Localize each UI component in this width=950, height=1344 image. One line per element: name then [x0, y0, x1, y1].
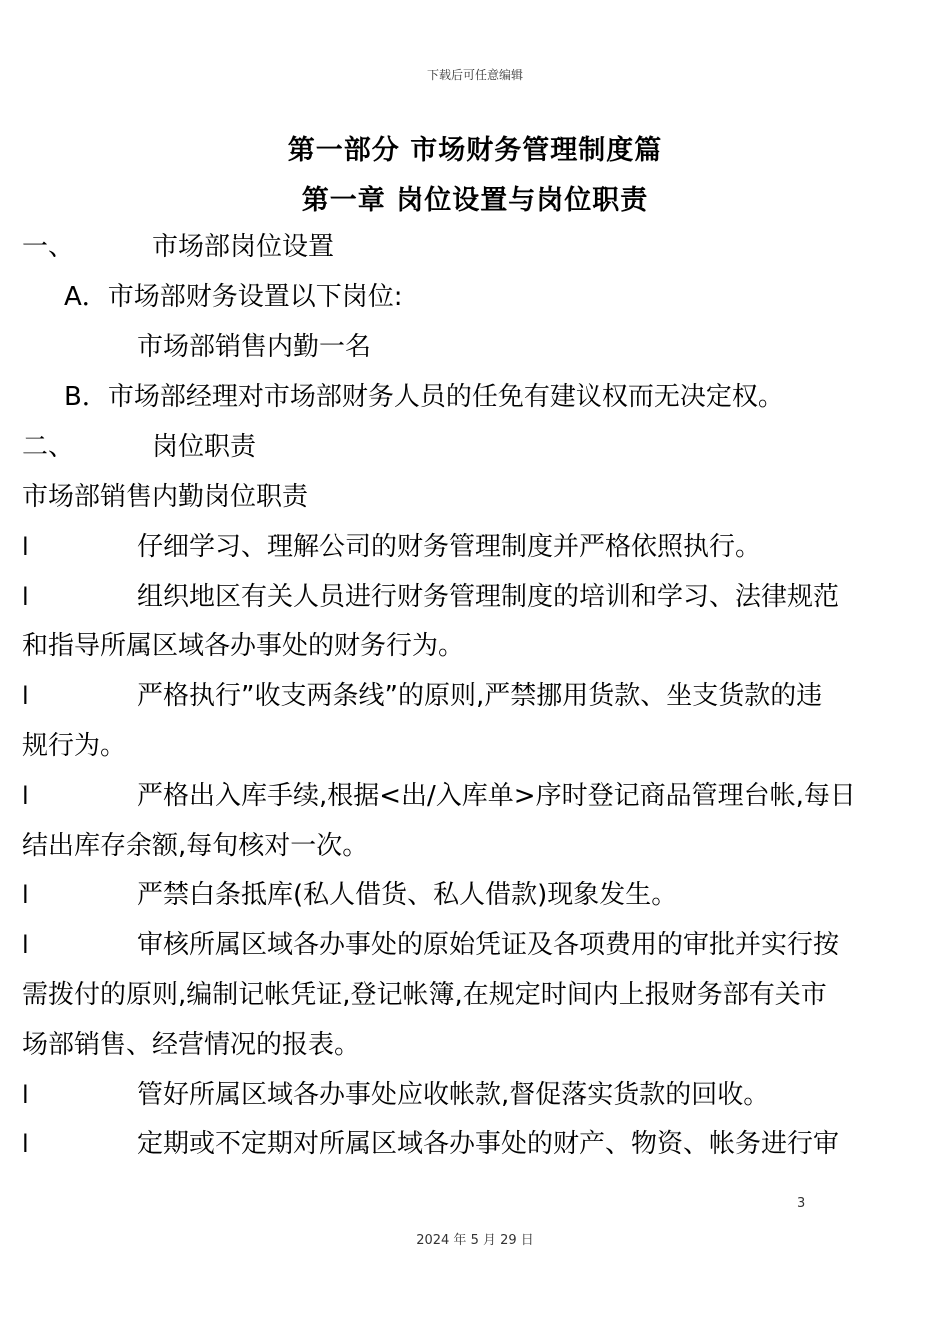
duty-item-2-line1: 组织地区有关人员进行财务管理制度的培训和学习、法律规范 — [137, 582, 840, 612]
item-a-sub: 市场部销售内勤一名 — [137, 332, 372, 362]
duty-item-4-line1: 严格出入库手续,根据<出/入库单>序时登记商品管理台帐,每日 — [137, 781, 856, 811]
duty-item-3-line1: 严格执行”收支两条线”的原则,严禁挪用货款、坐支货款的违 — [137, 681, 823, 711]
duty-item-3-line2: 规行为。 — [22, 731, 127, 761]
section2-number: 二、 — [22, 432, 75, 462]
bullet-mark: l — [22, 782, 29, 810]
duty-item-2-line2: 和指导所属区域各办事处的财务行为。 — [22, 631, 465, 661]
duty-item-6-line2: 需拨付的原则,编制记帐凭证,登记帐簿,在规定时间内上报财务部有关市 — [22, 980, 827, 1010]
part-title: 第一部分 市场财务管理制度篇 — [287, 135, 663, 166]
bullet-mark: l — [22, 1130, 29, 1158]
bullet-mark: l — [22, 533, 29, 561]
section1-number: 一、 — [22, 232, 75, 262]
duty-item-5: 严禁白条抵库(私人借货、私人借款)现象发生。 — [137, 880, 678, 910]
duty-item-1: 仔细学习、理解公司的财务管理制度并严格依照执行。 — [137, 532, 762, 562]
page-number: 3 — [797, 1196, 806, 1211]
bullet-mark: l — [22, 583, 29, 611]
duty-item-7: 管好所属区域各办事处应收帐款,督促落实货款的回收。 — [137, 1080, 770, 1110]
duty-item-6-line3: 场部销售、经营情况的报表。 — [22, 1030, 361, 1060]
section1-heading: 市场部岗位设置 — [152, 232, 335, 262]
duty-item-4-line2: 结出库存余额,每旬核对一次。 — [22, 831, 369, 861]
duty-subtitle: 市场部销售内勤岗位职责 — [22, 482, 309, 512]
section2-heading: 岗位职责 — [152, 432, 257, 462]
duty-item-6-line1: 审核所属区域各办事处的原始凭证及各项费用的审批并实行按 — [137, 930, 840, 960]
footer-date: 2024 年 5 月 29 日 — [416, 1233, 534, 1248]
bullet-mark: l — [22, 931, 29, 959]
duty-item-8: 定期或不定期对所属区域各办事处的财产、物资、帐务进行审 — [137, 1129, 840, 1159]
item-b: B．市场部经理对市场部财务人员的任免有建议权而无决定权。 — [64, 382, 784, 412]
bullet-mark: l — [22, 881, 29, 909]
bullet-mark: l — [22, 682, 29, 710]
page-header: 下载后可任意编辑 — [426, 68, 523, 82]
chapter-title: 第一章 岗位设置与岗位职责 — [301, 185, 649, 216]
bullet-mark: l — [22, 1081, 29, 1109]
item-a: A．市场部财务设置以下岗位: — [64, 282, 403, 312]
